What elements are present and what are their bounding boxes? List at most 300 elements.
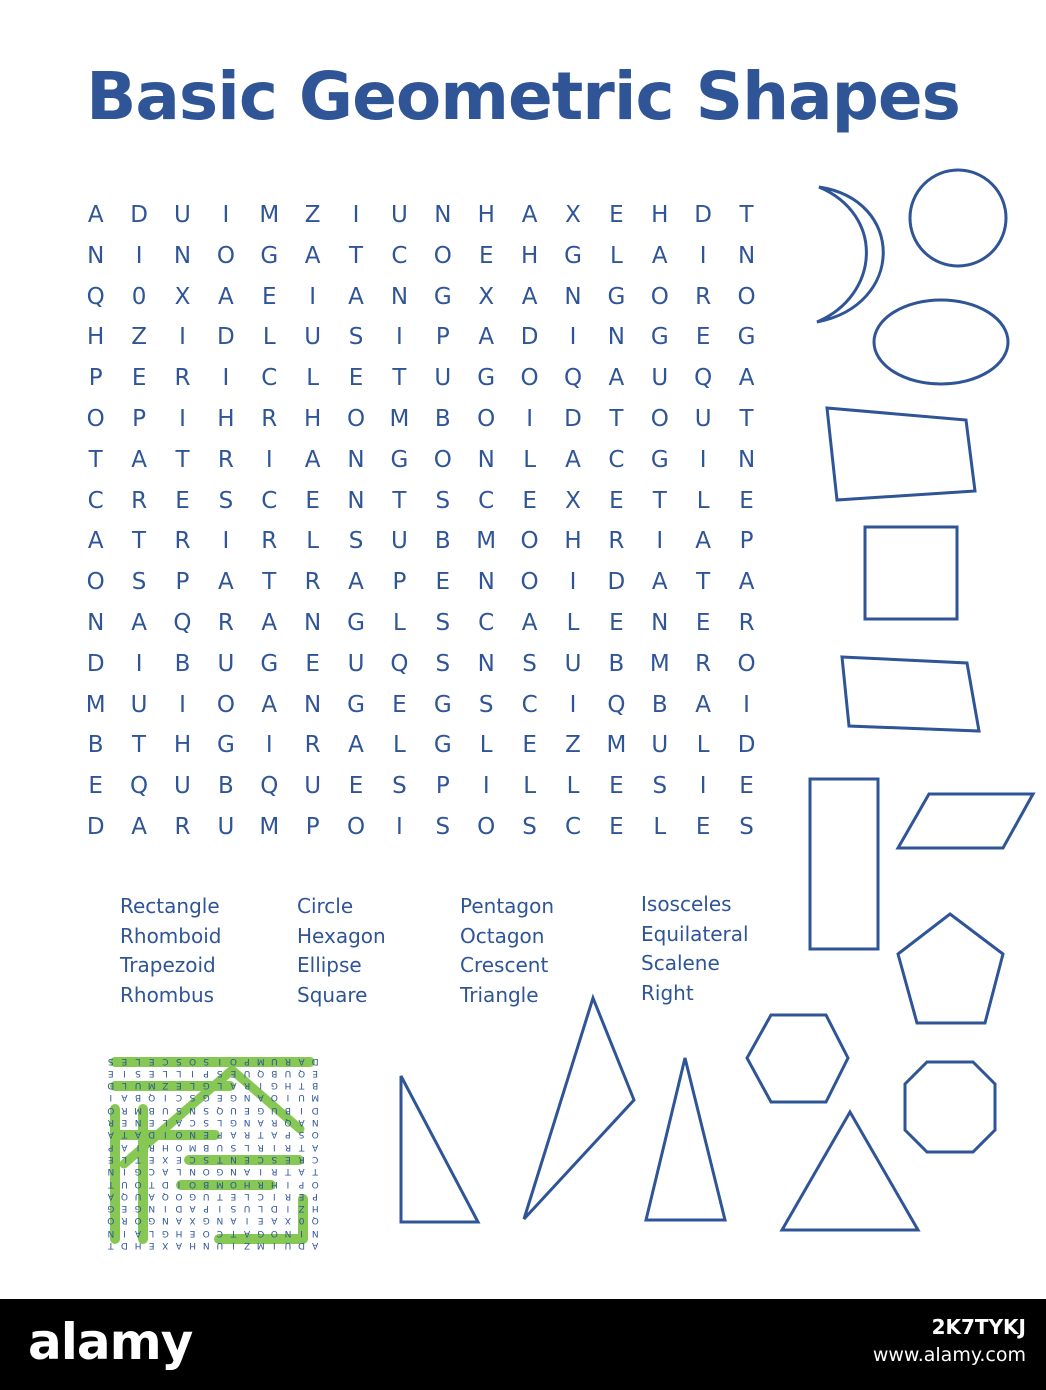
grid-letter[interactable]: T — [132, 732, 147, 759]
grid-letter[interactable]: P — [435, 773, 450, 800]
grid-letter[interactable]: N — [173, 242, 192, 269]
grid-letter[interactable]: A — [304, 242, 321, 269]
grid-letter[interactable]: N — [607, 324, 625, 351]
grid-letter[interactable]: S — [435, 650, 451, 677]
grid-letter[interactable]: T — [175, 446, 190, 473]
grid-letter[interactable]: U — [304, 324, 322, 351]
grid-letter[interactable]: E — [609, 813, 624, 840]
grid-letter[interactable]: I — [265, 446, 273, 473]
grid-letter[interactable]: B — [217, 773, 234, 800]
grid-letter[interactable]: Q — [260, 773, 279, 800]
grid-letter[interactable]: G — [390, 446, 409, 473]
grid-letter[interactable]: I — [352, 202, 360, 228]
grid-letter[interactable]: O — [86, 405, 105, 432]
grid-letter[interactable]: T — [652, 487, 667, 514]
answer-key-letter: A — [271, 1129, 278, 1140]
answer-key-letter: I — [218, 1055, 222, 1066]
grid-letter[interactable]: S — [435, 609, 451, 636]
answer-key-letter: Q — [216, 1104, 224, 1115]
grid-letter[interactable]: E — [609, 487, 624, 514]
answer-key-letter: D — [298, 1240, 306, 1250]
grid-letter[interactable]: T — [392, 365, 407, 392]
grid-letter[interactable]: U — [391, 528, 408, 555]
grid-letter[interactable]: U — [174, 773, 191, 800]
grid-letter[interactable]: B — [174, 650, 191, 677]
grid-letter[interactable]: I — [135, 650, 143, 677]
grid-letter[interactable]: C — [261, 365, 278, 392]
answer-key-letter: N — [189, 1104, 196, 1115]
grid-letter[interactable]: Z — [304, 202, 321, 228]
grid-letter[interactable]: P — [88, 365, 103, 392]
grid-letter[interactable]: O — [216, 242, 235, 269]
answer-key-letter: I — [191, 1067, 194, 1078]
grid-letter[interactable]: U — [347, 650, 365, 677]
grid-letter[interactable]: G — [347, 691, 365, 718]
grid-letter[interactable]: E — [522, 732, 537, 759]
grid-letter[interactable]: H — [217, 405, 235, 432]
grid-letter[interactable]: T — [88, 446, 103, 473]
grid-letter[interactable]: E — [739, 487, 754, 514]
grid-letter[interactable]: A — [348, 569, 364, 596]
grid-letter[interactable]: E — [175, 487, 190, 514]
grid-letter[interactable]: U — [174, 202, 191, 228]
grid-letter[interactable]: I — [569, 691, 577, 718]
grid-letter[interactable]: C — [608, 446, 625, 473]
answer-key-letter: N — [284, 1227, 292, 1238]
word-item: Ellipse — [297, 953, 362, 977]
grid-letter[interactable]: L — [696, 487, 710, 514]
answer-key-letter: X — [162, 1153, 169, 1164]
grid-letter[interactable]: E — [609, 609, 624, 636]
grid-letter[interactable]: S — [739, 813, 754, 840]
grid-letter[interactable]: O — [477, 405, 496, 432]
grid-letter[interactable]: N — [737, 242, 756, 269]
grid-letter[interactable]: A — [651, 569, 668, 596]
grid-letter[interactable]: M — [649, 650, 670, 677]
grid-letter[interactable]: G — [607, 283, 626, 310]
grid-letter[interactable]: N — [304, 691, 322, 718]
grid-letter[interactable]: S — [522, 650, 537, 677]
grid-letter[interactable]: I — [265, 732, 273, 759]
grid-letter[interactable]: Q — [173, 609, 192, 636]
grid-letter[interactable]: G — [433, 283, 452, 310]
grid-letter[interactable]: D — [217, 324, 235, 351]
grid-letter[interactable]: U — [304, 773, 322, 800]
grid-letter[interactable]: N — [477, 569, 495, 596]
grid-letter[interactable]: O — [737, 650, 756, 677]
grid-letter[interactable]: Q — [86, 283, 105, 310]
grid-letter[interactable]: S — [218, 487, 234, 514]
grid-letter[interactable]: L — [653, 813, 667, 840]
grid-letter[interactable]: A — [218, 569, 234, 596]
grid-letter[interactable]: N — [390, 283, 409, 310]
grid-letter[interactable]: C — [87, 487, 104, 514]
grid-letter[interactable]: L — [566, 609, 580, 636]
grid-letter[interactable]: R — [217, 609, 234, 636]
answer-key-letter: O — [134, 1178, 142, 1189]
grid-letter[interactable]: X — [174, 283, 191, 310]
grid-letter[interactable]: I — [396, 813, 403, 840]
grid-letter[interactable]: U — [564, 650, 582, 677]
answer-key-letter: S — [176, 1104, 182, 1115]
grid-letter[interactable]: I — [569, 324, 577, 351]
grid-letter[interactable]: O — [520, 365, 539, 392]
grid-letter[interactable]: A — [131, 446, 147, 473]
grid-letter[interactable]: A — [261, 691, 278, 718]
grid-letter[interactable]: A — [521, 202, 538, 228]
answer-key-letter: R — [284, 1141, 292, 1152]
grid-letter[interactable]: T — [739, 405, 754, 432]
grid-letter[interactable]: R — [217, 446, 234, 473]
answer-key-letter: T — [217, 1190, 223, 1201]
answer-key-letter: L — [244, 1141, 250, 1152]
grid-letter[interactable]: G — [650, 446, 669, 473]
grid-letter[interactable]: S — [348, 324, 364, 351]
grid-letter[interactable]: U — [651, 732, 669, 759]
grid-letter[interactable]: I — [699, 242, 707, 269]
grid-letter[interactable]: I — [179, 405, 186, 432]
grid-letter[interactable]: N — [477, 650, 495, 677]
grid-letter[interactable]: L — [523, 773, 537, 800]
grid-letter[interactable]: E — [695, 609, 711, 636]
grid-letter[interactable]: N — [737, 446, 756, 473]
grid-letter[interactable]: H — [564, 528, 582, 555]
grid-letter[interactable]: O — [216, 691, 235, 718]
answer-key-letter: P — [298, 1178, 305, 1189]
grid-letter[interactable]: I — [526, 405, 533, 432]
grid-letter[interactable]: G — [433, 691, 452, 718]
grid-letter[interactable]: E — [478, 242, 494, 269]
answer-key-letter: M — [147, 1080, 156, 1091]
grid-letter[interactable]: A — [131, 813, 147, 840]
answer-key-letter: D — [311, 1104, 319, 1115]
grid-letter[interactable]: O — [520, 528, 539, 555]
answer-key-letter: A — [312, 1141, 319, 1152]
grid-letter[interactable]: M — [259, 813, 280, 840]
grid-letter[interactable]: C — [391, 242, 408, 269]
grid-letter[interactable]: A — [87, 202, 104, 228]
grid-letter[interactable]: H — [477, 202, 495, 228]
grid-letter[interactable]: S — [348, 528, 364, 555]
answer-key-letter: A — [107, 1190, 114, 1201]
grid-letter[interactable]: C — [261, 487, 278, 514]
grid-letter[interactable]: M — [259, 202, 280, 228]
grid-letter[interactable]: S — [478, 691, 494, 718]
answer-key-letter: L — [135, 1055, 141, 1066]
grid-letter[interactable]: L — [696, 732, 710, 759]
grid-letter[interactable]: I — [396, 324, 403, 351]
grid-letter[interactable]: D — [737, 732, 756, 759]
grid-letter[interactable]: E — [435, 569, 451, 596]
grid-letter[interactable]: N — [347, 487, 365, 514]
grid-letter[interactable]: I — [222, 365, 230, 392]
grid-letter[interactable]: C — [478, 487, 495, 514]
grid-letter[interactable]: E — [348, 365, 364, 392]
grid-letter[interactable]: L — [609, 242, 623, 269]
grid-letter[interactable]: R — [261, 528, 278, 555]
grid-letter[interactable]: Q — [607, 691, 626, 718]
grid-letter[interactable]: R — [174, 528, 191, 555]
word-item: Trapezoid — [120, 953, 216, 977]
grid-letter[interactable]: S — [392, 773, 407, 800]
grid-letter[interactable]: I — [309, 283, 317, 310]
grid-letter[interactable]: A — [695, 528, 712, 555]
grid-letter[interactable]: O — [346, 813, 366, 840]
grid-letter[interactable]: D — [130, 202, 148, 228]
grid-letter[interactable]: C — [478, 609, 495, 636]
grid-letter[interactable]: S — [435, 813, 451, 840]
grid-letter[interactable]: H — [651, 202, 669, 228]
grid-letter[interactable]: L — [393, 609, 406, 636]
grid-letter[interactable]: R — [174, 365, 191, 392]
answer-key-letter: P — [108, 1141, 114, 1152]
grid-letter[interactable]: U — [217, 650, 235, 677]
grid-letter[interactable]: L — [479, 732, 493, 759]
grid-letter[interactable]: A — [348, 732, 364, 759]
grid-letter[interactable]: I — [135, 242, 143, 269]
grid-letter[interactable]: A — [304, 446, 321, 473]
grid-letter[interactable]: I — [179, 691, 186, 718]
grid-letter[interactable]: H — [173, 732, 192, 759]
grid-letter[interactable]: P — [435, 324, 450, 351]
grid-letter[interactable]: X — [565, 202, 581, 228]
grid-letter[interactable]: A — [348, 283, 364, 310]
grid-letter[interactable]: E — [131, 365, 147, 392]
grid-letter[interactable]: O — [520, 569, 539, 596]
page-title: Basic Geometric Shapes — [86, 58, 960, 135]
grid-letter[interactable]: P — [175, 569, 190, 596]
grid-letter[interactable]: A — [651, 242, 668, 269]
grid-letter[interactable]: H — [304, 405, 322, 432]
grid-letter[interactable]: N — [651, 609, 669, 636]
grid-letter[interactable]: R — [131, 487, 148, 514]
grid-letter[interactable]: L — [262, 324, 276, 351]
answer-key-letter: I — [300, 1227, 303, 1238]
grid-letter[interactable]: I — [699, 446, 707, 473]
grid-letter[interactable]: E — [305, 650, 320, 677]
grid-letter[interactable]: T — [696, 569, 711, 596]
grid-letter[interactable]: P — [132, 405, 147, 432]
grid-letter[interactable]: R — [695, 283, 712, 310]
grid-letter[interactable]: B — [608, 650, 625, 677]
grid-letter[interactable]: A — [521, 283, 538, 310]
grid-letter[interactable]: Q — [563, 365, 583, 392]
grid-letter[interactable]: P — [305, 813, 320, 840]
grid-letter[interactable]: Q — [390, 650, 409, 677]
grid-letter[interactable]: Z — [131, 324, 147, 351]
grid-letter[interactable]: E — [261, 283, 277, 310]
grid-letter[interactable]: H — [520, 242, 539, 269]
grid-letter[interactable]: T — [609, 405, 624, 432]
grid-letter[interactable]: G — [433, 732, 452, 759]
grid-letter[interactable]: I — [743, 691, 750, 718]
grid-letter[interactable]: G — [260, 650, 279, 677]
grid-letter[interactable]: I — [222, 528, 230, 555]
grid-letter[interactable]: U — [434, 365, 452, 392]
grid-letter[interactable]: O — [650, 283, 669, 310]
grid-letter[interactable]: U — [130, 691, 148, 718]
site-url: www.alamy.com — [872, 1344, 1026, 1366]
grid-letter[interactable]: C — [564, 813, 582, 840]
grid-letter[interactable]: P — [392, 569, 407, 596]
grid-letter[interactable]: Q — [694, 365, 713, 392]
grid-letter[interactable]: D — [86, 650, 105, 677]
grid-letter[interactable]: H — [87, 324, 105, 351]
grid-letter[interactable]: R — [304, 732, 321, 759]
answer-key-letter: H — [270, 1178, 278, 1189]
grid-letter[interactable]: B — [651, 691, 668, 718]
grid-letter[interactable]: L — [306, 528, 320, 555]
grid-letter[interactable]: R — [304, 569, 321, 596]
grid-letter[interactable]: A — [261, 609, 278, 636]
grid-letter[interactable]: D — [86, 813, 105, 840]
grid-letter[interactable]: C — [521, 691, 538, 718]
answer-key-letter: N — [148, 1203, 156, 1214]
answer-key-letter: R — [257, 1178, 264, 1189]
grid-letter[interactable]: N — [87, 609, 105, 636]
grid-letter[interactable]: U — [651, 365, 669, 392]
grid-letter[interactable]: R — [608, 528, 625, 555]
answer-key-letter: G — [134, 1203, 142, 1214]
grid-letter[interactable]: I — [656, 528, 664, 555]
grid-letter[interactable]: N — [347, 446, 365, 473]
grid-letter[interactable]: G — [650, 324, 669, 351]
grid-letter[interactable]: N — [564, 283, 582, 310]
grid-letter[interactable]: G — [564, 242, 582, 269]
grid-letter[interactable]: E — [348, 773, 364, 800]
grid-letter[interactable]: D — [564, 405, 582, 432]
answer-key-letter: B — [203, 1178, 210, 1189]
grid-letter[interactable]: N — [304, 609, 322, 636]
answer-key-letter: N — [161, 1215, 169, 1226]
grid-letter[interactable]: A — [738, 569, 755, 596]
grid-letter[interactable]: R — [261, 405, 278, 432]
grid-letter[interactable]: E — [609, 202, 624, 228]
grid-letter[interactable]: D — [607, 569, 626, 596]
grid-letter[interactable]: E — [609, 773, 624, 800]
grid-letter[interactable]: I — [569, 569, 577, 596]
answer-key-letter: H — [189, 1240, 196, 1250]
grid-letter[interactable]: O — [477, 813, 496, 840]
grid-letter[interactable]: E — [739, 773, 754, 800]
grid-letter[interactable]: T — [262, 569, 277, 596]
grid-letter[interactable]: I — [222, 202, 230, 228]
grid-letter[interactable]: B — [434, 405, 451, 432]
grid-letter[interactable]: A — [565, 446, 581, 473]
answer-key-letter: A — [230, 1080, 237, 1091]
grid-letter[interactable]: A — [478, 324, 495, 351]
grid-letter[interactable]: Q — [130, 773, 149, 800]
grid-letter[interactable]: L — [566, 773, 580, 800]
grid-letter[interactable]: A — [608, 365, 625, 392]
grid-letter[interactable]: M — [606, 732, 627, 759]
grid-letter[interactable]: A — [87, 528, 104, 555]
grid-letter[interactable]: A — [738, 365, 755, 392]
answer-key-letter: E — [148, 1067, 155, 1078]
grid-letter[interactable]: G — [477, 365, 496, 392]
grid-letter[interactable]: E — [695, 324, 711, 351]
grid-letter[interactable]: U — [391, 202, 408, 228]
grid-letter[interactable]: L — [523, 446, 537, 473]
grid-letter[interactable]: A — [521, 609, 538, 636]
grid-letter[interactable]: O — [86, 569, 105, 596]
grid-letter[interactable]: M — [389, 405, 410, 432]
grid-letter[interactable]: T — [132, 528, 147, 555]
grid-letter[interactable]: T — [349, 242, 364, 269]
grid-letter[interactable]: T — [739, 202, 754, 228]
grid-letter[interactable]: U — [694, 405, 712, 432]
grid-letter[interactable]: I — [179, 324, 186, 351]
grid-letter[interactable]: I — [699, 773, 707, 800]
grid-letter[interactable]: Z — [565, 732, 581, 759]
grid-letter[interactable]: S — [522, 813, 537, 840]
grid-letter[interactable]: X — [565, 487, 581, 514]
equilateral-triangle-icon — [782, 1112, 918, 1230]
grid-letter[interactable]: G — [347, 609, 365, 636]
grid-letter[interactable]: T — [392, 487, 407, 514]
grid-letter[interactable]: D — [520, 324, 539, 351]
grid-letter[interactable]: O — [433, 242, 452, 269]
grid-letter[interactable]: E — [695, 813, 711, 840]
answer-key-letter: I — [232, 1240, 235, 1250]
grid-letter[interactable]: 0 — [131, 283, 147, 310]
answer-key-letter: G — [202, 1080, 210, 1091]
grid-letter[interactable]: R — [738, 609, 755, 636]
answer-key-letter: U — [243, 1203, 251, 1214]
grid-letter[interactable]: B — [87, 732, 104, 759]
grid-letter[interactable]: O — [433, 446, 452, 473]
grid-letter[interactable]: L — [306, 365, 320, 392]
grid-letter[interactable]: G — [216, 732, 235, 759]
answer-key-letter: R — [243, 1080, 251, 1091]
grid-letter[interactable]: O — [650, 405, 669, 432]
grid-letter[interactable]: M — [476, 528, 497, 555]
grid-letter[interactable]: D — [694, 202, 713, 228]
grid-letter[interactable]: A — [131, 609, 147, 636]
grid-letter[interactable]: A — [695, 691, 712, 718]
grid-letter[interactable]: N — [87, 242, 105, 269]
grid-letter[interactable]: S — [652, 773, 668, 800]
answer-key-letter: C — [216, 1227, 223, 1238]
grid-letter[interactable]: X — [478, 283, 495, 310]
grid-letter[interactable]: E — [392, 691, 407, 718]
answer-key-letter: T — [217, 1153, 223, 1164]
answer-key-letter: O — [189, 1178, 197, 1189]
grid-letter[interactable]: E — [305, 487, 320, 514]
grid-letter[interactable]: M — [85, 691, 106, 718]
grid-letter[interactable]: E — [88, 773, 103, 800]
grid-letter[interactable]: N — [434, 202, 452, 228]
grid-letter[interactable]: R — [174, 813, 191, 840]
grid-letter[interactable]: P — [739, 528, 754, 555]
grid-letter[interactable]: S — [435, 487, 451, 514]
grid-letter[interactable]: U — [217, 813, 235, 840]
grid-letter[interactable]: E — [522, 487, 537, 514]
grid-letter[interactable]: N — [477, 446, 495, 473]
answer-key-letter: P — [244, 1055, 250, 1066]
grid-letter[interactable]: G — [260, 242, 279, 269]
grid-letter[interactable]: S — [131, 569, 147, 596]
grid-letter[interactable]: O — [737, 283, 756, 310]
grid-letter[interactable]: G — [737, 324, 756, 351]
answer-key-letter: T — [312, 1166, 318, 1177]
grid-letter[interactable]: I — [482, 773, 490, 800]
grid-letter[interactable]: R — [695, 650, 712, 677]
grid-letter[interactable]: A — [218, 283, 234, 310]
grid-letter[interactable]: O — [346, 405, 366, 432]
grid-letter[interactable]: L — [393, 732, 406, 759]
grid-letter[interactable]: B — [434, 528, 451, 555]
